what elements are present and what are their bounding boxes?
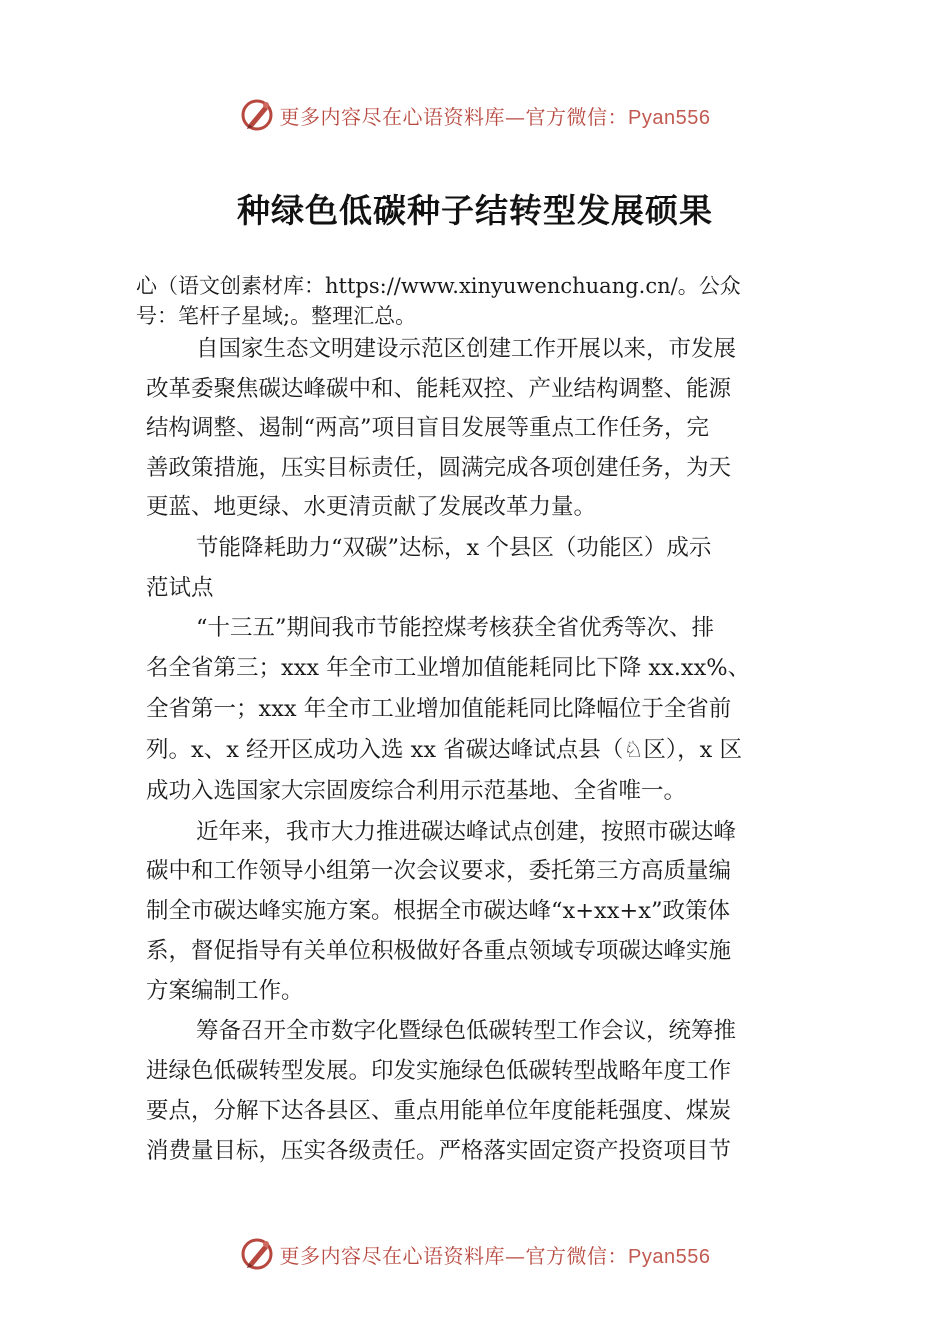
paragraph-line: 要点，分解下达各县区、重点用能单位年度能耗强度、煤炭	[146, 1098, 732, 1124]
footer-banner-text	[280, 1240, 711, 1269]
paragraph-line: 结构调整、遏制“两高”项目盲目发展等重点工作任务，完	[146, 415, 710, 441]
paragraph-line: 系，督促指导有关单位积极做好各重点领域专项碳达峰实施	[146, 938, 732, 964]
banner-official-text: 官方微信：	[525, 1243, 629, 1268]
paragraph-line: 节能降耗助力“双碳”达标，x 个县区（功能区）成示	[196, 535, 712, 561]
paragraph-line: 碳中和工作领导小组第一次会议要求，委托第三方高质量编	[146, 858, 732, 884]
paragraph-line: 范试点	[146, 575, 214, 601]
paragraph-line: 筹备召开全市数字化暨绿色低碳转型工作会议，统筹推	[196, 1018, 737, 1044]
paragraph-line: 进绿色低碳转型发展。印发实施绿色低碳转型战略年度工作	[146, 1058, 732, 1084]
banner-official-text: 官方微信：	[525, 104, 629, 129]
paragraph-line: 改革委聚焦碳达峰碳中和、能耗双控、产业结构调整、能源	[146, 376, 732, 402]
banner-main-text: 更多内容尽在心语资料库—	[279, 1243, 526, 1268]
paragraph-line: 制全市碳达峰实施方案。根据全市碳达峰“x+xx+x”政策体	[146, 898, 730, 924]
paragraph-line: 近年来，我市大力推进碳达峰试点创建，按照市碳达峰	[196, 819, 737, 845]
paragraph-line: 更蓝、地更绿、水更清贡献了发展改革力量。	[146, 494, 597, 520]
banner-wechat-id: Pyan556	[628, 106, 711, 129]
paragraph-line: 消费量目标，压实各级责任。严格落实固定资产投资项目节	[146, 1138, 732, 1164]
paragraph-line: 列。x、x 经开区成功入选 xx 省碳达峰试点县（♘区），x 区	[146, 737, 742, 763]
banner-main-text: 更多内容尽在心语资料库—	[279, 104, 526, 129]
pen-logo-icon	[240, 1236, 276, 1272]
paragraph-line: 善政策措施，压实目标责任，圆满完成各项创建任务，为天	[146, 455, 732, 481]
paragraph-line: 自国家生态文明建设示范区创建工作开展以来，市发展	[196, 336, 737, 362]
paragraph-line: 成功入选国家大宗固废综合利用示范基地、全省唯一。	[146, 778, 687, 804]
paragraph-line: 方案编制工作。	[146, 978, 304, 1004]
source-note-line: 号：笔杆子星域;。整理汇总。	[136, 304, 417, 328]
source-note-line: 心（语文创素材库：https://www.xinyuwenchuang.cn/。公众	[136, 274, 741, 298]
footer-banner	[0, 1234, 950, 1274]
document-title: 种绿色低碳种子结转型发展硕果	[237, 191, 713, 230]
paragraph-line: 名全省第三；xxx 年全市工业增加值能耗同比下降 xx.xx%、	[146, 655, 751, 681]
paragraph-line: 全省第一；xxx 年全市工业增加值能耗同比降幅位于全省前	[146, 696, 732, 722]
paragraph-line: “十三五”期间我市节能控煤考核获全省优秀等次、排	[196, 615, 715, 641]
banner-wechat-id: Pyan556	[628, 1245, 711, 1268]
